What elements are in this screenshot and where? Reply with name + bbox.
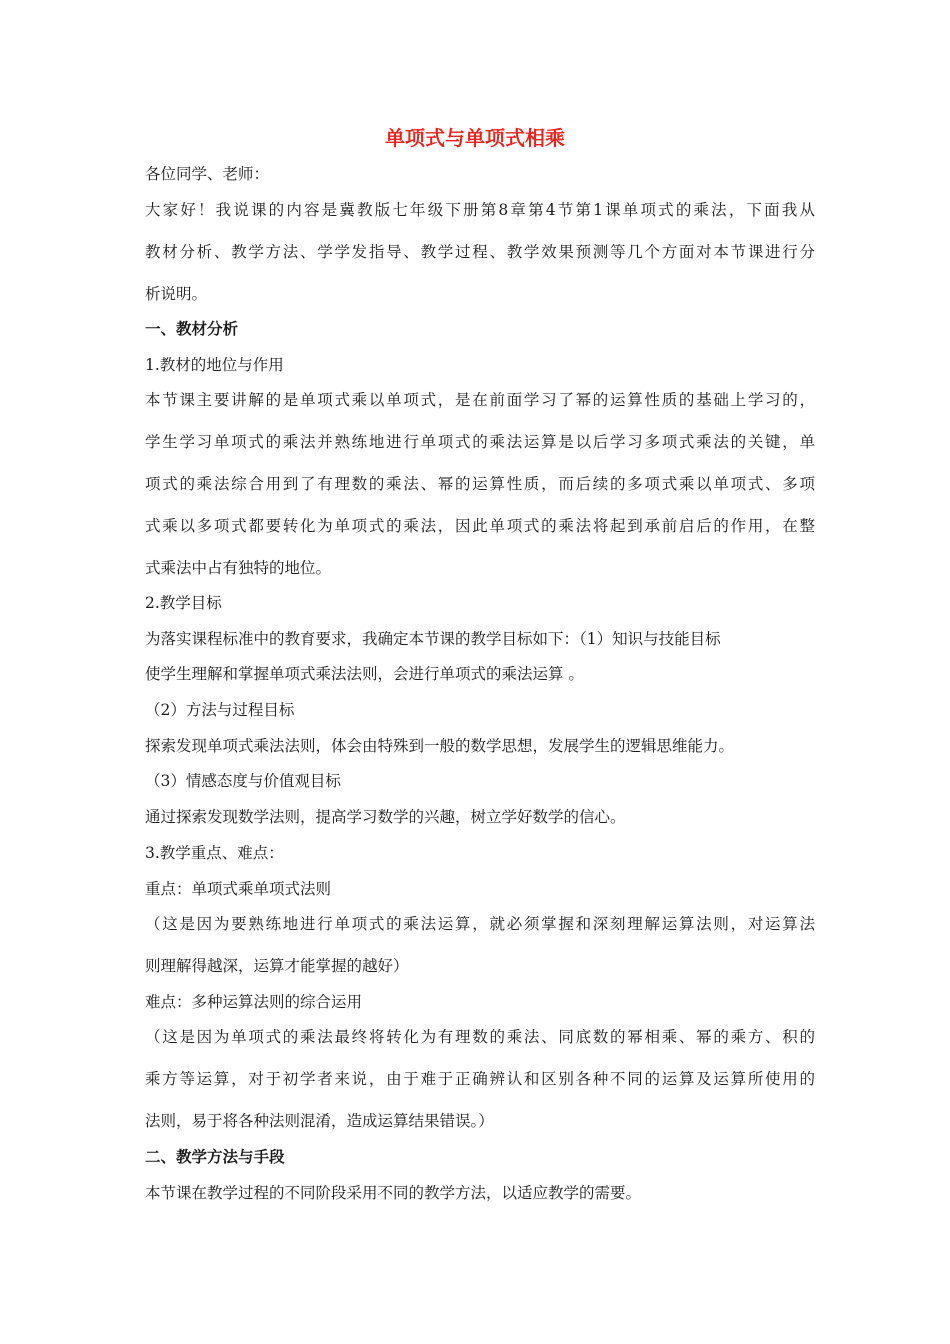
document-title: 单项式与单项式相乘 xyxy=(385,126,565,150)
intro-line-3: 析说明。 xyxy=(145,285,208,303)
intro-line-1: 大家好！我说课的内容是冀教版七年级下册第8章第4节第1课单项式的乘法，下面我从 xyxy=(145,201,815,219)
objective-2-text: 探索发现单项式乘法法则，体会由特殊到一般的数学思想，发展学生的逻辑思维能力。 xyxy=(145,737,735,755)
subheading-1: 1.教材的地位与作用 xyxy=(145,356,284,374)
section-heading-1: 一、教材分析 xyxy=(145,320,239,338)
paragraph-2-line-1: 本节课在教学过程的不同阶段采用不同的教学方法，以适应教学的需要。 xyxy=(145,1184,642,1202)
subheading-2: 2.教学目标 xyxy=(145,594,222,612)
objective-2-heading: （2）方法与过程目标 xyxy=(145,701,295,719)
paragraph-1-line-3: 项式的乘法综合用到了有理数的乘法、幂的运算性质，而后续的多项式乘以单项式、多项 xyxy=(145,475,815,493)
intro-line-2: 教材分析、教学方法、学学发指导、教学过程、教学效果预测等几个方面对本节课进行分 xyxy=(145,243,815,261)
key-point: 重点：单项式乘单项式法则 xyxy=(145,880,332,898)
paragraph-1-line-1: 本节课主要讲解的是单项式乘以单项式，是在前面学习了幂的运算性质的基础上学习的， xyxy=(145,391,815,409)
subheading-3: 3.教学重点、难点： xyxy=(145,844,284,862)
key-point-note-line-2: 则理解得越深，运算才能掌握的越好） xyxy=(145,957,409,975)
difficult-note-line-2: 乘方等运算，对于初学者来说，由于难于正确辨认和区别各种不同的运算及运算所使用的 xyxy=(145,1070,815,1088)
paragraph-1-line-5: 式乘法中占有独特的地位。 xyxy=(145,559,332,577)
greeting-line: 各位同学、老师： xyxy=(145,165,270,183)
objective-1-text: 使学生理解和掌握单项式乘法法则，会进行单项式的乘法运算 。 xyxy=(145,665,584,683)
difficult-note-line-1: （这是因为单项式的乘法最终将转化为有理数的乘法、同底数的幂相乘、幂的乘方、积的 xyxy=(145,1028,815,1046)
paragraph-1-line-2: 学生学习单项式的乘法并熟练地进行单项式的乘法运算是以后学习多项式乘法的关键，单 xyxy=(145,433,815,451)
difficult-point: 难点：多种运算法则的综合运用 xyxy=(145,993,363,1011)
objectives-intro: 为落实课程标准中的教育要求，我确定本节课的教学目标如下：（1）知识与技能目标 xyxy=(145,630,721,648)
key-point-note-line-1: （这是因为要熟练地进行单项式的乘法运算，就必须掌握和深刻理解运算法则，对运算法 xyxy=(145,915,815,933)
objective-3-text: 通过探索发现数学法则，提高学习数学的兴趣，树立学好数学的信心。 xyxy=(145,808,626,826)
section-heading-2: 二、教学方法与手段 xyxy=(145,1148,285,1166)
difficult-note-line-3: 法则，易于将各种法则混淆，造成运算结果错误。） xyxy=(145,1112,494,1130)
paragraph-1-line-4: 式乘以多项式都要转化为单项式的乘法，因此单项式的乘法将起到承前启后的作用，在整 xyxy=(145,517,815,535)
objective-3-heading: （3）情感态度与价值观目标 xyxy=(145,772,341,790)
